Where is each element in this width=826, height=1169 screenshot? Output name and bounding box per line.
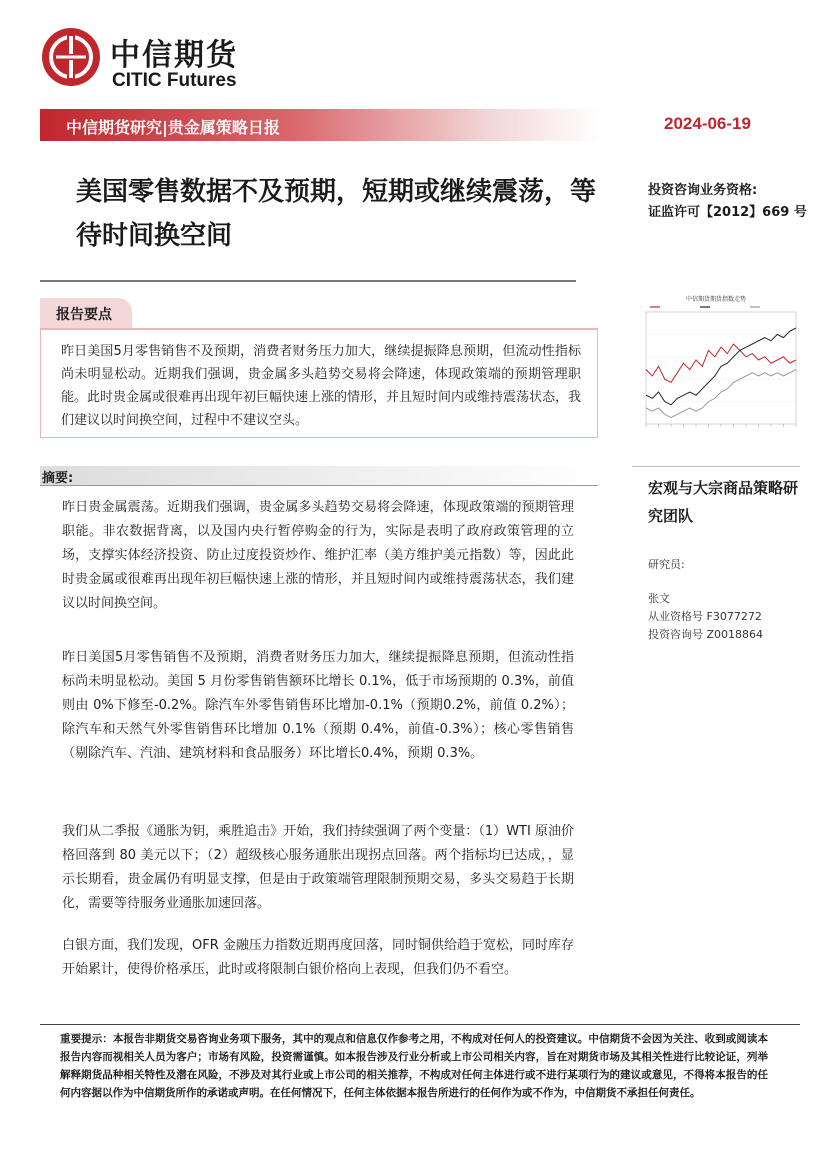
citic-logo-icon: [40, 26, 102, 88]
qualification-line-1: 投资咨询业务资格:: [648, 183, 758, 198]
researcher-label: 研究员:: [648, 558, 685, 571]
report-date: 2024-06-19: [664, 114, 751, 133]
summary-paragraph-2: 昨日美国5月零售销售不及预期，消费者财务压力加大，继续提振降息预期，但流动性指标尚未明显松动。美国 5 月份零售销售额环比增长 0.1%，低于市场预期的 0.3%，前值则由 0%下修至-0.2%。除汽车外零售销售环比增加-0.1%（预期0.2%，前值 0.2%）；除汽车和天然气外零售销售环比增加 0.1%（预期 0.4%，前值-0.3%）；核心零售销售（剔除汽车、汽油、建筑材料和食品服务）环比增长0.4%，预期 0.3%。: [62, 650, 574, 761]
disclaimer-text: 重要提示：本报告非期货交易咨询业务项下服务，其中的观点和信息仅作参考之用，不构成对任何人的投资建议。中信期货不会因为关注、收到或阅读本报告内容而视相关人员为客户；市场有风险，投资需谨慎。如本报告涉及行业分析或上市公司相关内容，旨在对期货市场及其相关性进行比较论证，列举解释期货品种相关特性及潜在风险，不涉及对其行业或上市公司的相关推荐，不构成对任何主体进行或不进行某项行为的建议或意见，不得将本报告的任何内容据以作为中信期货所作的承诺或声明。在任何情况下，任何主体依据本报告所进行的任何作为或不作为，中信期货不承担任何责任。: [60, 1033, 768, 1099]
key-points-box: [40, 328, 598, 438]
summary-header: [40, 466, 598, 486]
qualification-line-2: 证监许可【2012】669 号: [648, 205, 807, 220]
team-divider: [632, 466, 800, 467]
research-team-name: 宏观与大宗商品策略研究团队: [648, 479, 799, 525]
researcher-block: [648, 556, 763, 644]
report-category-band: [40, 109, 600, 141]
summary-paragraph-1: 昨日贵金属震荡。近期我们强调，贵金属多头趋势交易将会降速，体现政策端的预期管理职能。非农数据背离，以及国内央行暂停购金的行为，实际是表明了政府政策管理的立场，支撑实体经济投资、防止过度投资炒作、维护汇率（美方维护美元指数）等，因此此时贵金属或很难再出现年初巨幅快速上涨的情形，并且短时间内或维持震荡状态，我们建议以时间换空间。: [62, 500, 574, 611]
summary-paragraph-3: 我们从二季报《通胀为钥，乘胜追击》开始，我们持续强调了两个变量：（1）WTI 原油价格回落到 80 美元以下；（2）超级核心服务通胀出现拐点回落。两个指标均已达成，，显示长期看，贵金属仍有明显支撑，但是由于政策端管理限制预期交易，多头交易趋于长期化，需要等待服务业通胀加速回落。: [62, 824, 574, 911]
title-divider: [40, 280, 576, 282]
key-points-label: 报告要点: [56, 307, 112, 323]
citic-futures-logo: [40, 26, 270, 96]
thumbnail-title: 中信期货期货指数走势: [685, 296, 747, 303]
researcher-cert-2: 投资咨询号 Z0018864: [648, 628, 764, 641]
researcher-cert-1: 从业资格号 F3077272: [648, 610, 762, 623]
cover-chart-thumbnail: [632, 292, 800, 438]
summary-label: 摘要:: [42, 471, 74, 486]
researcher-name: 张文: [648, 592, 670, 605]
qualification-block: [648, 180, 807, 224]
key-points-tab: [40, 298, 132, 328]
logo-chinese-name: 中信期货: [110, 38, 238, 73]
disclaimer-divider: [40, 1024, 800, 1025]
logo-english-name: CITIC Futures: [112, 70, 237, 91]
summary-paragraph-4: 白银方面，我们发现，OFR 金融压力指数近期再度回落，同时铜供给趋于宽松，同时库存开始累计，使得价格承压，此时或将限制白银价格向上表现，但我们仍不看空。: [62, 938, 574, 977]
report-category: 中信期货研究|贵金属策略日报: [66, 118, 280, 137]
key-points-text: 昨日美国5月零售销售不及预期，消费者财务压力加大，继续提振降息预期，但流动性指标尚未明显松动。近期我们强调，贵金属多头趋势交易将会降速，体现政策端的预期管理职能。此时贵金属或很难再出现年初巨幅快速上涨的情形，并且短时间内或维持震荡状态，我们建议以时间换空间，过程中不建议空头。: [61, 344, 582, 428]
report-title: 美国零售数据不及预期，短期或继续震荡，等待时间换空间: [76, 177, 597, 251]
